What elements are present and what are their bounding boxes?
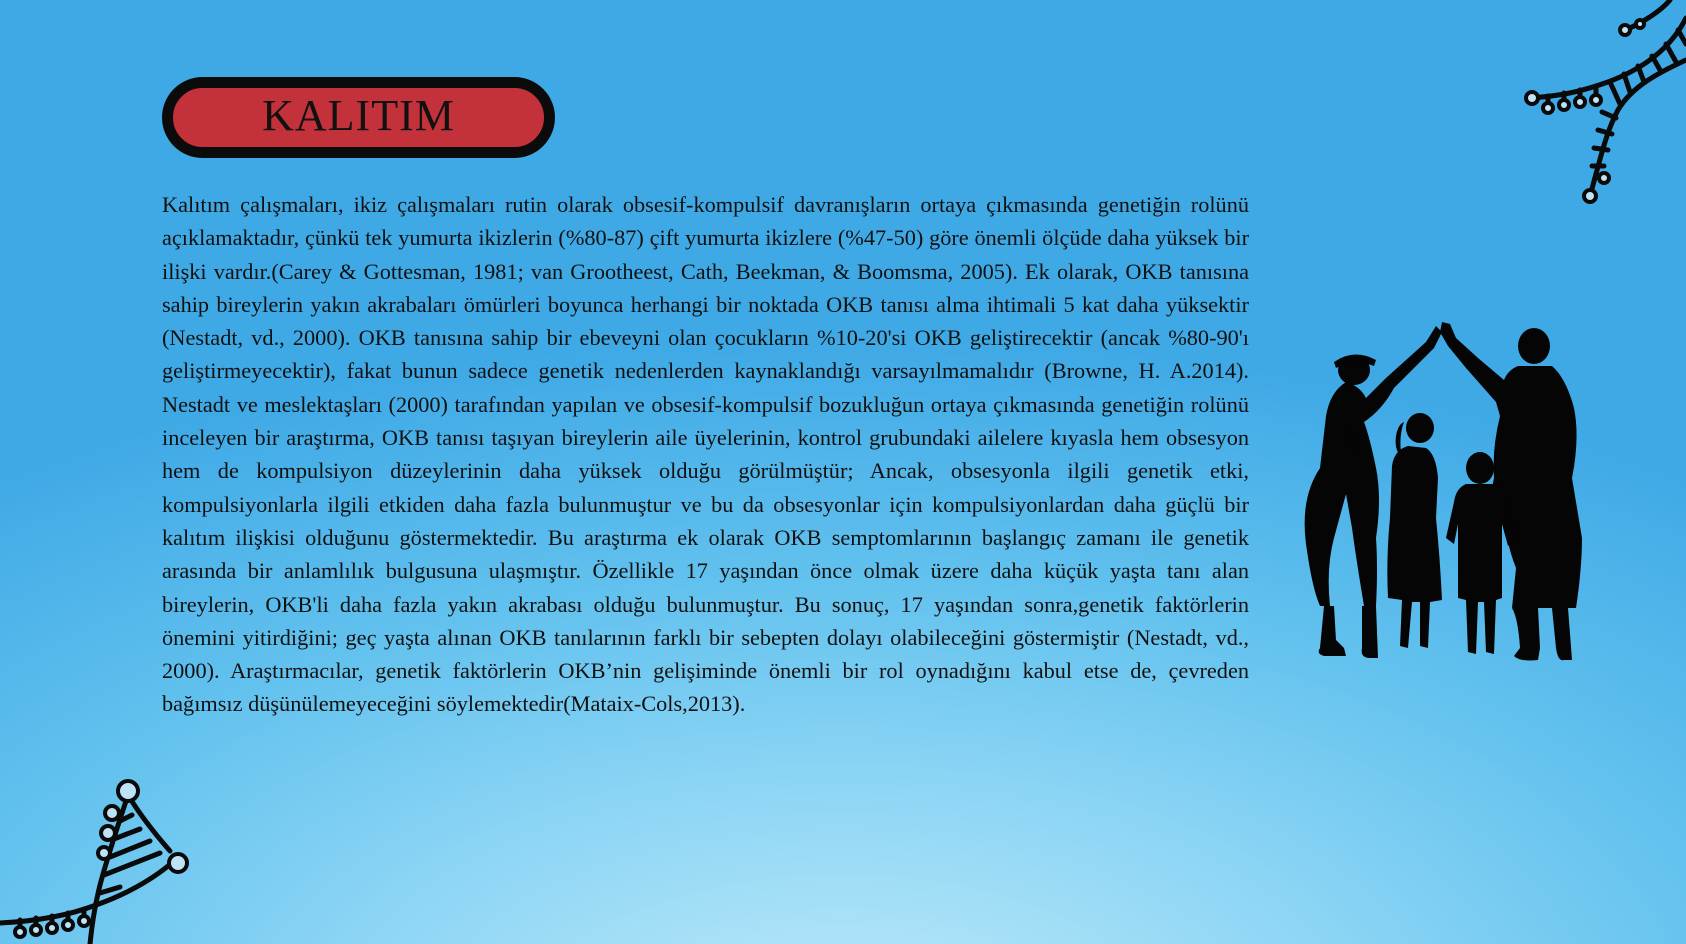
dna-helix-icon	[0, 775, 200, 944]
family-silhouette-icon	[1290, 318, 1610, 708]
body-paragraph: Kalıtım çalışmaları, ikiz çalışmaları rutin olarak obsesif-kompulsif davranışların ortaya çıkmasında genetiğin rolünü açıklamaktadır, çünkü tek yumurta ikizlerin (%80-87) çift yumurta ikizlere (%47-50) göre önemli ölçüde daha yüksek bir ilişki vardır.(Carey & Gottesman, 1981; van Grootheest, Cath, Beekman, & Boomsma, 2005). Ek olarak, OKB tanısına sahip bireylerin yakın akrabaları ömürleri boyunca herhangi bir noktada OKB tanısı alma ihtimali 5 kat daha yüksektir (Nestadt, vd., 2000). OKB tanısına sahip bir ebeveyni olan çocukların %10-20'si OKB geliştirecektir (ancak %80-90'ı geliştirmeyecektir), fakat bunun sadece genetik nedenlerden kaynaklandığı varsayılmamalıdır (Browne, H. A.2014). Nestadt ve meslektaşları (2000) tarafından yapılan ve obsesif-kompulsif bozukluğun ortaya çıkmasında genetiğin rolünü inceleyen bir araştırma, OKB tanısı taşıyan bireylerin aile üyelerinin, kontrol grubundaki ailelere kıyasla hem obsesyon hem de kompulsiyon düzeylerinin daha yüksek olduğu görülmüştür; Ancak, obsesyonla ilgili genetik etki, kompulsiyonlarla ilgili etkiden daha fazla bulunmuştur ve bu da obsesyonlar için kompulsiyonlardan daha güçlü bir kalıtım ilişkisi olduğunu göstermektedir. Bu araştırma ek olarak OKB semptomlarının başlangıç zamanı ile genetik arasında bir anlamlılık bulgusuna ulaşmıştır. Özellikle 17 yaşından önce olmak üzere daha küçük yaşta tanı alan bireylerin, OKB'li daha fazla yakın akrabası olduğu bulunmuştur. Bu sonuç, 17 yaşından sonra,genetik faktörlerin önemini yitirdiğini; geç yaşta alınan OKB tanılarının farklı bir sebepten dolayı olabileceğini göstermiştir (Nestadt, vd., 2000). Araştırmacılar, genetik faktörlerin OKB’nin gelişiminde önemli bir rol oynadığını kabul etse de, çevreden bağımsız düşünülemeyeceğini söylemektedir(Mataix-Cols,2013).	[162, 192, 1249, 717]
title-badge	[162, 77, 555, 158]
slide-title: KALITIM	[262, 90, 455, 140]
dna-helix-icon	[1520, 0, 1686, 205]
